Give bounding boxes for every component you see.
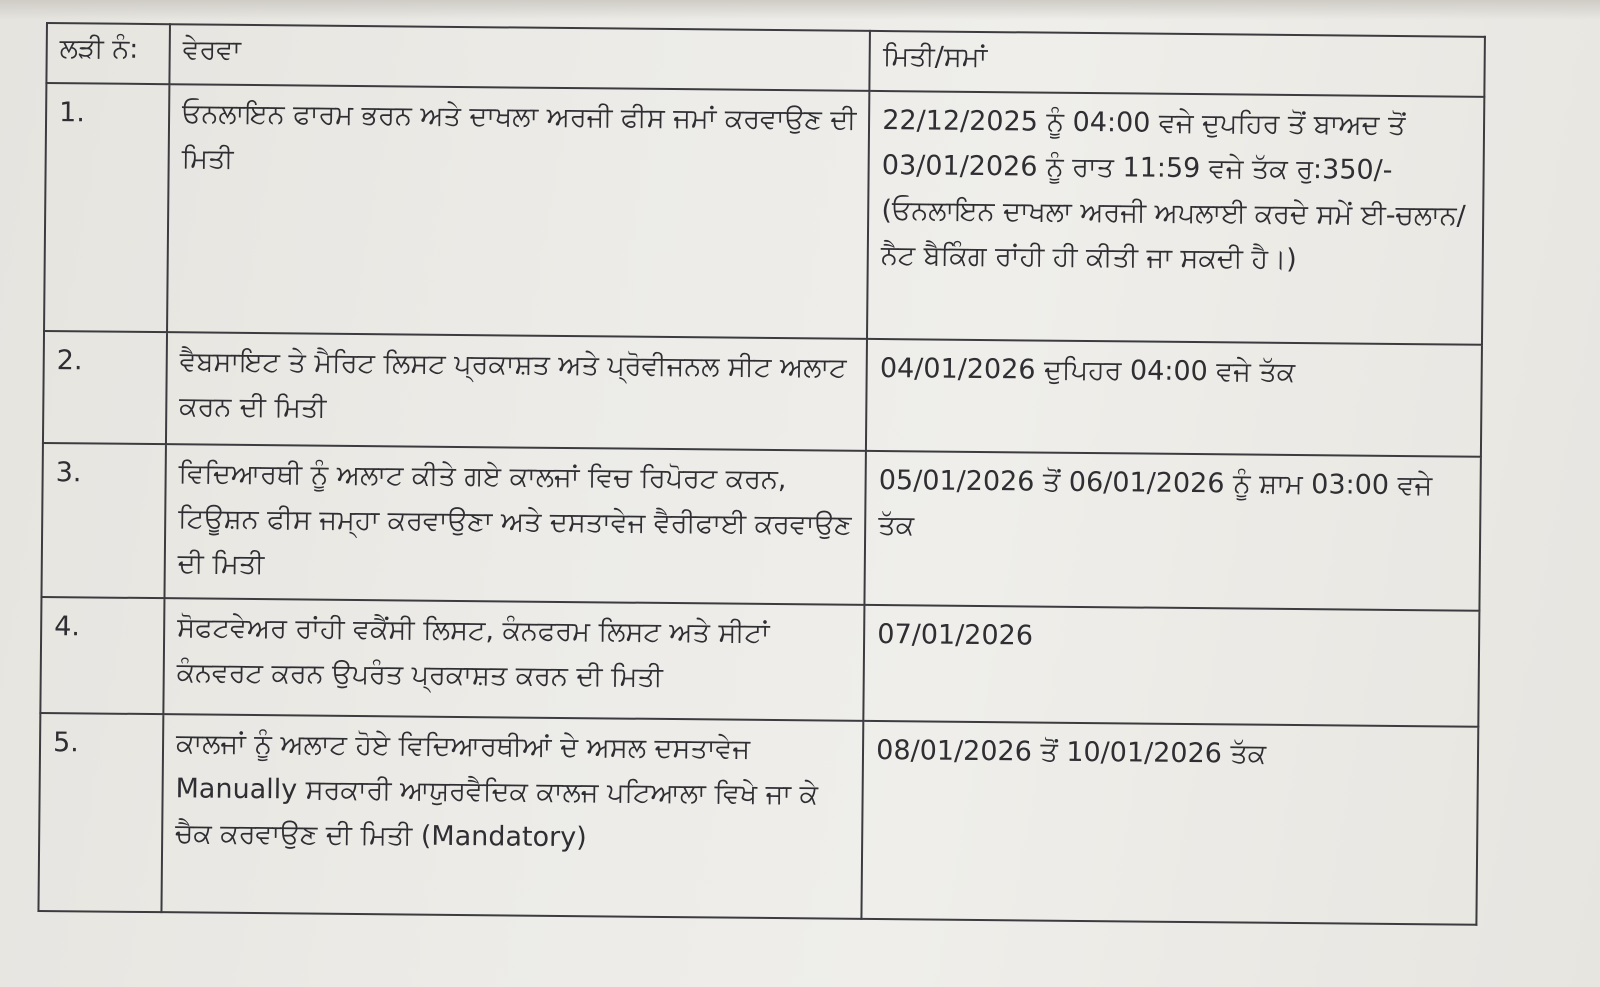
table-row — [41, 443, 1480, 611]
row-serial: 5. — [38, 713, 163, 912]
row-description: ਕਾਲਜਾਂ ਨੂੰ ਅਲਾਟ ਹੋਏ ਵਿਦਿਆਰਥੀਆਂ ਦੇ ਅਸਲ ਦਸਤਾਵੇਜ Manually ਸਰਕਾਰੀ ਆਯੁਰਵੈਦਿਕ ਕਾਲਜ ਪਟਿਆਲਾ ਵਿਖੇ ਜਾ ਕੇ ਚੈਕ ਕਰਵਾਉਣ ਦੀ ਮਿਤੀ (Mandatory) — [161, 714, 863, 919]
table-row — [40, 597, 1479, 727]
page-edge-shadow — [0, 0, 1600, 20]
row-description: ਵਿਦਿਆਰਥੀ ਨੂੰ ਅਲਾਟ ਕੀਤੇ ਗਏ ਕਾਲਜਾਂ ਵਿਚ ਰਿਪੋਰਟ ਕਰਨ, ਟਿਊਸ਼ਨ ਫੀਸ ਜਮ੍ਹਾ ਕਰਵਾਉਣਾ ਅਤੇ ਦਸਤਾਵੇਜ ਵੈਰੀਫਾਈ ਕਰਵਾਉਣ ਦੀ ਮਿਤੀ — [164, 444, 866, 605]
row-serial: 4. — [40, 597, 164, 714]
header-serial: ਲੜੀ ਨੰ: — [46, 23, 170, 84]
row-description: ਸੋਫਟਵੇਅਰ ਰਾਂਹੀ ਵਕੈਂਸੀ ਲਿਸਟ, ਕੰਨਫਰਮ ਲਿਸਟ ਅਤੇ ਸੀਟਾਂ ਕੰਨਵਰਟ ਕਰਨ ਉਪਰੰਤ ਪ੍ਰਕਾਸ਼ਤ ਕਰਨ ਦੀ ਮਿਤੀ — [163, 598, 864, 721]
row-serial: 1. — [44, 83, 169, 332]
row-description: ਵੈਬਸਾਇਟ ਤੇ ਮੈਰਿਟ ਲਿਸਟ ਪ੍ਰਕਾਸ਼ਤ ਅਤੇ ਪ੍ਰੋਵੀਜਨਲ ਸੀਟ ਅਲਾਟ ਕਰਨ ਦੀ ਮਿਤੀ — [166, 332, 867, 451]
table-row — [38, 713, 1478, 925]
row-datetime: 07/01/2026 — [864, 605, 1480, 727]
row-description: ਓਨਲਾਇਨ ਫਾਰਮ ਭਰਨ ਅਤੇ ਦਾਖਲਾ ਅਰਜੀ ਫੀਸ ਜਮਾਂ ਕਰਵਾਉਣ ਦੀ ਮਿਤੀ — [167, 84, 870, 339]
row-datetime: 04/01/2026 ਦੁਪਿਹਰ 04:00 ਵਜੇ ਤੱਕ — [866, 339, 1482, 457]
header-description: ਵੇਰਵਾ — [169, 24, 870, 91]
header-datetime: ਮਿਤੀ/ਸਮਾਂ — [870, 31, 1485, 97]
admission-schedule-table — [37, 22, 1485, 926]
row-serial: 2. — [43, 331, 167, 444]
row-datetime: 08/01/2026 ਤੋਂ 10/01/2026 ਤੱਕ — [862, 721, 1479, 925]
row-datetime: 22/12/2025 ਨੂੰ 04:00 ਵਜੇ ਦੁਪਹਿਰ ਤੋਂ ਬਾਅਦ ਤੋਂ 03/01/2026 ਨੂੰ ਰਾਤ 11:59 ਵਜੇ ਤੱਕ ਰੁ:350/-(ਓਨਲਾਇਨ ਦਾਖਲਾ ਅਰਜੀ ਅਪਲਾਈ ਕਰਦੇ ਸਮੇਂ ਈ-ਚਲਾਨ/ ਨੈਟ ਬੈਕਿੰਗ ਰਾਂਹੀ ਹੀ ਕੀਤੀ ਜਾ ਸਕਦੀ ਹੈ।) — [867, 91, 1484, 345]
row-datetime: 05/01/2026 ਤੋਂ 06/01/2026 ਨੂੰ ਸ਼ਾਮ 03:00 ਵਜੇ ਤੱਕ — [865, 451, 1481, 611]
table-row — [44, 83, 1484, 345]
row-serial: 3. — [41, 443, 165, 598]
table-row — [43, 331, 1482, 457]
